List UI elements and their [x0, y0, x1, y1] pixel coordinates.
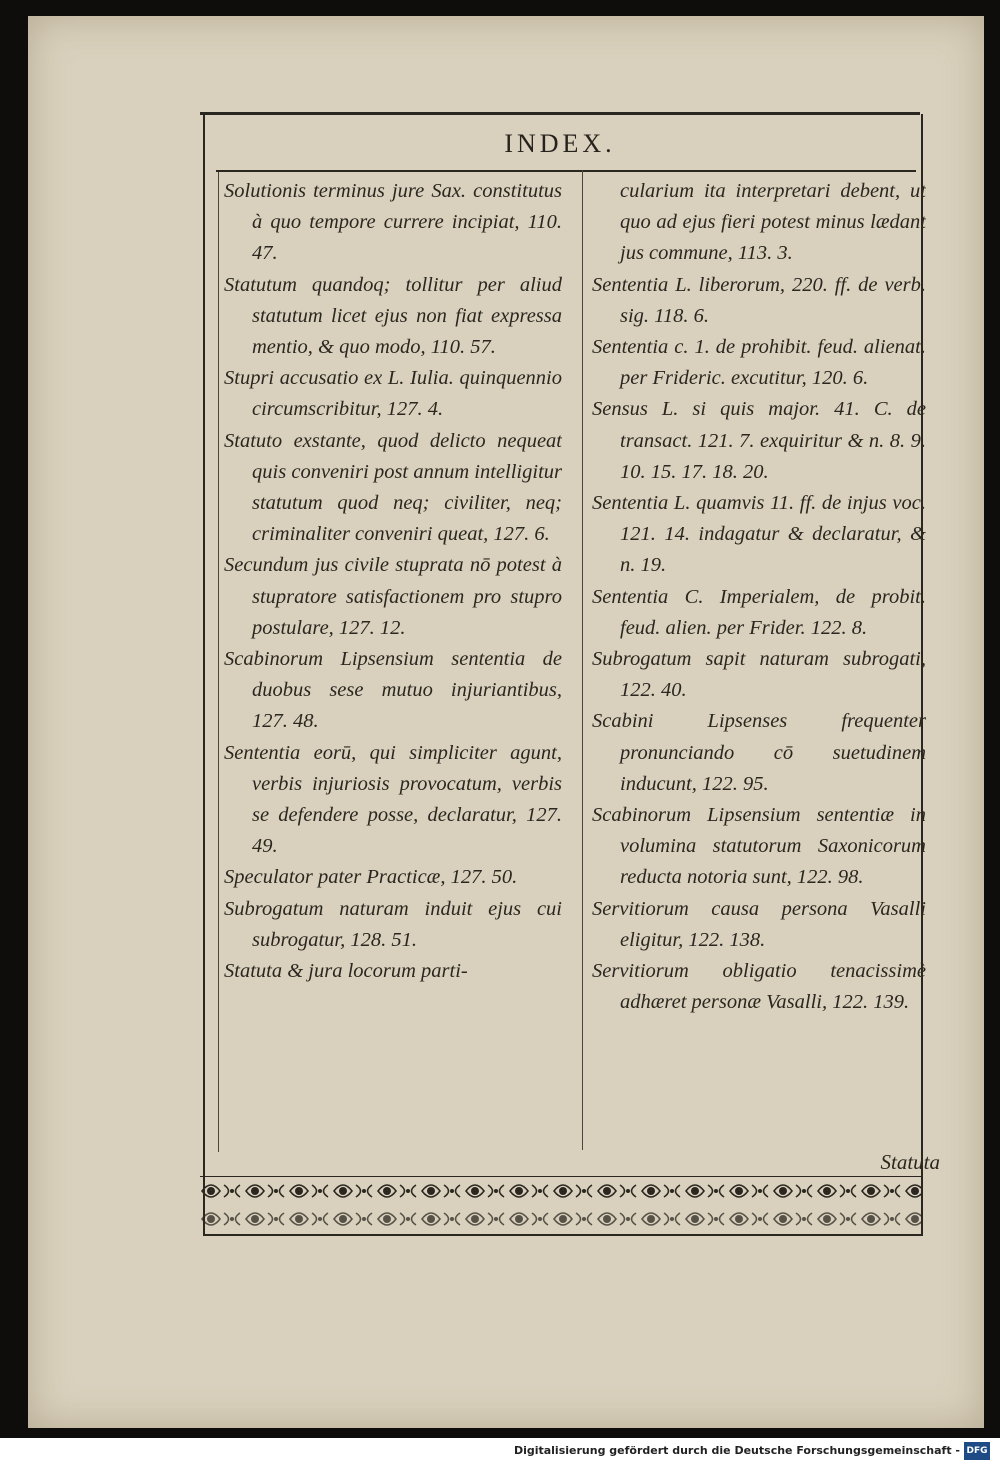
index-entry: Statuta & jura locorum parti- — [224, 960, 468, 983]
index-entry: Subrogatum naturam induit ejus cui subrogatur, 128. 51. — [224, 897, 562, 951]
index-entry: Sententia L. liberorum, 220. ff. de verb. sig. 118. 6. — [592, 273, 926, 327]
digitization-credit: Digitalisierung gefördert durch die Deutsche Forschungsgemeinschaft - — [513, 1444, 960, 1457]
left-margin-rule — [218, 172, 219, 1152]
index-entry: Statuto exstante, quod delicto nequeat quis conveniri post annum intelligitur statutum quod neq; civiliter, neq; criminaliter conveniri queat, 127. 6. — [224, 429, 562, 546]
index-entry: Stupri accusatio ex L. Iulia. quinquennio circumscribitur, 127. 4. — [224, 367, 562, 421]
index-entry: Solutionis terminus jure Sax. constitutus à quo tempore currere incipiat, 110. 47. — [224, 180, 562, 265]
header-rule — [216, 170, 916, 172]
fleuron-ornament-icon — [200, 1177, 922, 1233]
index-column-right — [592, 176, 926, 1146]
index-entry: Servitiorum obligatio tenacissimè adhæret personæ Vasalli, 122. 139. — [592, 960, 926, 1014]
page-title: INDEX. — [504, 129, 616, 158]
index-entry: Secundum jus civile stuprata nō potest à stupratore satisfactionem pro stupro postulare, 127. 12. — [224, 554, 562, 639]
index-entry: Sententia C. Imperialem, de probit. feud. alien. per Frider. 122. 8. — [592, 585, 926, 639]
index-entry: Servitiorum causa persona Vasalli eligitur, 122. 138. — [592, 897, 926, 951]
index-entry: Sensus L. si quis major. 41. C. de transact. 121. 7. exquiritur & n. 8. 9. 10. 15. 17. 18. 20. — [592, 398, 926, 483]
index-entry: Scabinorum Lipsensium sententiæ in volumina statutorum Saxonicorum reducta notoria sunt, 122. 98. — [592, 804, 926, 889]
index-entry: Scabini Lipsenses frequenter pronunciando cō suetudinem inducunt, 122. 95. — [592, 710, 926, 795]
index-column-left — [224, 176, 562, 1146]
printer-ornament-band — [200, 1176, 922, 1233]
footer-bar — [0, 1438, 1000, 1466]
dfg-logo-icon: DFG — [964, 1442, 990, 1460]
index-entry: Subrogatum sapit naturam subrogati, 122. 40. — [592, 648, 926, 702]
index-entry: Sententia L. quamvis 11. ff. de injus voc. 121. 14. indagatur & declaratur, & n. 19. — [592, 492, 926, 577]
index-entry: Speculator pater Practicæ, 127. 50. — [224, 866, 518, 889]
catchword: Statuta — [880, 1150, 940, 1174]
index-entry-continuation: cularium ita interpretari debent, ut quo ad ejus fieri potest minus lædant jus commune, 113. 3. — [620, 180, 926, 265]
column-divider — [582, 170, 583, 1150]
index-entry: Statutum quandoq; tollitur per aliud statutum licet ejus non fiat expressa mentio, & quo modo, 110. 57. — [224, 273, 562, 359]
index-entry: Scabinorum Lipsensium sententia de duobus sese mutuo injuriantibus, 127. 48. — [224, 648, 562, 733]
index-entry: Sententia eorū, qui simpliciter agunt, verbis injuriosis provocatum, verbis se defendere posse, declaratur, 127. 49. — [224, 741, 562, 858]
index-entry: Sententia c. 1. de prohibit. feud. alienat. per Frideric. excutitur, 120. 6. — [592, 336, 926, 390]
